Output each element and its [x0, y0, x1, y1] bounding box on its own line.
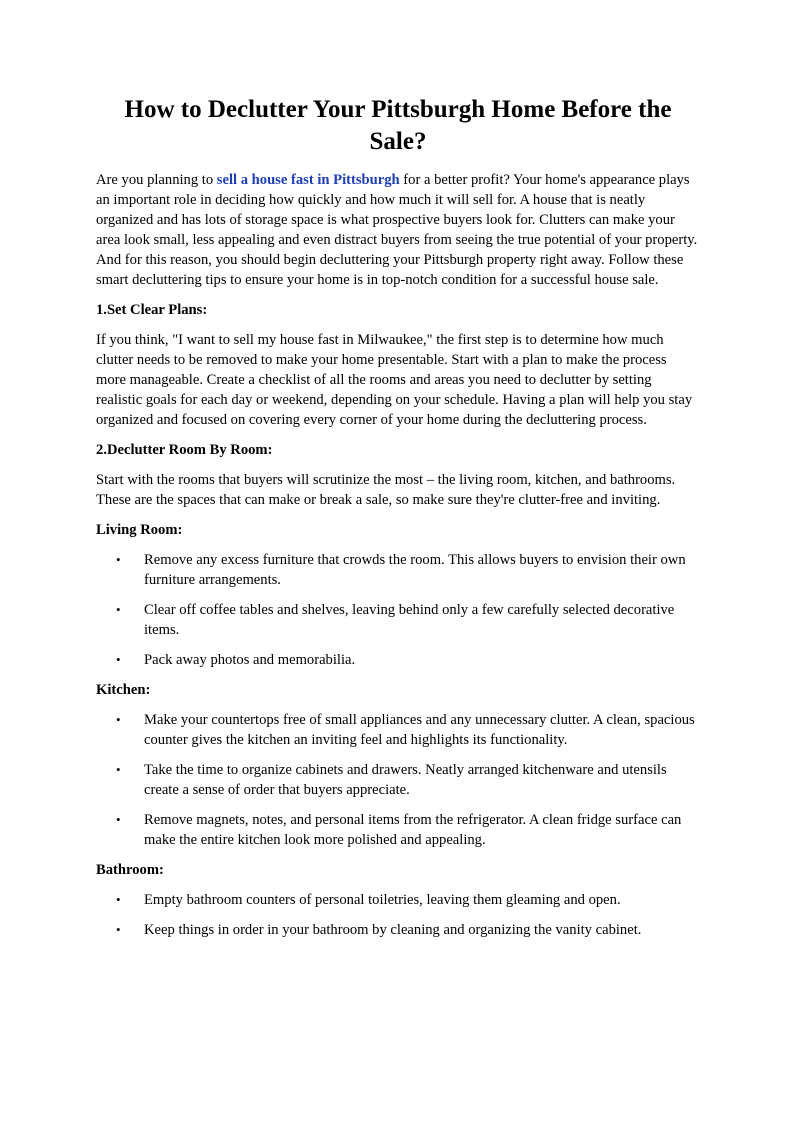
bullet-icon: •: [116, 812, 121, 827]
bullet-icon: •: [116, 602, 121, 617]
intro-text-before: Are you planning to: [96, 172, 217, 188]
section-heading-set-clear-plans: 1.Set Clear Plans:: [96, 302, 208, 318]
list-item-text: Pack away photos and memorabilia.: [144, 652, 356, 668]
list-item-text: Clear off coffee tables and shelves, leaving behind only a few carefully selected decorative items.: [144, 602, 675, 638]
list-item: [96, 890, 700, 910]
bullet-icon: •: [116, 712, 121, 727]
list-item-text: Keep things in order in your bathroom by cleaning and organizing the vanity cabinet.: [144, 922, 642, 938]
section-text-declutter-room: Start with the rooms that buyers will scrutinize the most – the living room, kitchen, and bathrooms. These are the spaces that can make or break a sale, so make sure they're clutter-free and inviting.: [96, 472, 676, 508]
list-item: [96, 920, 700, 940]
bathroom-list: [96, 890, 700, 940]
intro-paragraph: [96, 170, 700, 290]
kitchen-list: [96, 710, 700, 850]
list-item: [96, 710, 700, 750]
list-item-text: Take the time to organize cabinets and drawers. Neatly arranged kitchenware and utensils create a sense of order that buyers appreciate.: [144, 762, 667, 798]
bullet-icon: •: [116, 552, 121, 567]
list-item-text: Empty bathroom counters of personal toiletries, leaving them gleaming and open.: [144, 892, 621, 908]
section-text-set-clear-plans: If you think, "I want to sell my house fast in Milwaukee," the first step is to determine how much clutter needs to be removed to make your home presentable. Start with a plan to make the process more manageable. Create a checklist of all the rooms and areas you need to declutter by setting realistic goals for each day or weekend, depending on your schedule. Having a plan will help you stay organized and focused on covering every corner of your home during the decluttering process.: [96, 332, 693, 428]
living-room-list: [96, 550, 700, 670]
document-page: [96, 94, 700, 950]
subheading-kitchen: Kitchen:: [96, 682, 151, 698]
list-item: [96, 810, 700, 850]
list-item: [96, 600, 700, 640]
subheading-bathroom: Bathroom:: [96, 862, 164, 878]
list-item: [96, 650, 700, 670]
sell-house-link[interactable]: sell a house fast in Pittsburgh: [216, 172, 400, 188]
list-item: [96, 760, 700, 800]
list-item: [96, 550, 700, 590]
section-heading-declutter-room: 2.Declutter Room By Room:: [96, 442, 273, 458]
page-title: How to Declutter Your Pittsburgh Home Before the Sale?: [124, 96, 672, 155]
bullet-icon: •: [116, 922, 121, 937]
bullet-icon: •: [116, 762, 121, 777]
bullet-icon: •: [116, 892, 121, 907]
list-item-text: Make your countertops free of small appliances and any unnecessary clutter. A clean, spacious counter gives the kitchen an inviting feel and highlights its functionality.: [144, 712, 695, 748]
list-item-text: Remove magnets, notes, and personal items from the refrigerator. A clean fridge surface can make the entire kitchen look more polished and appealing.: [144, 812, 682, 848]
bullet-icon: •: [116, 652, 121, 667]
list-item-text: Remove any excess furniture that crowds the room. This allows buyers to envision their own furniture arrangements.: [144, 552, 686, 588]
intro-text-after: for a better profit? Your home's appearance plays an important role in deciding how quickly and how much it will sell for. A house that is neatly organized and has lots of storage space is what prospective buyers look for. Clutters can make your area look small, less appealing and even distract buyers from seeing the true potential of your property. And for this reason, you should begin decluttering your Pittsburgh property right away. Follow these smart decluttering tips to ensure your home is in top-notch condition for a successful house sale.: [96, 172, 698, 288]
subheading-living-room: Living Room:: [96, 522, 183, 538]
